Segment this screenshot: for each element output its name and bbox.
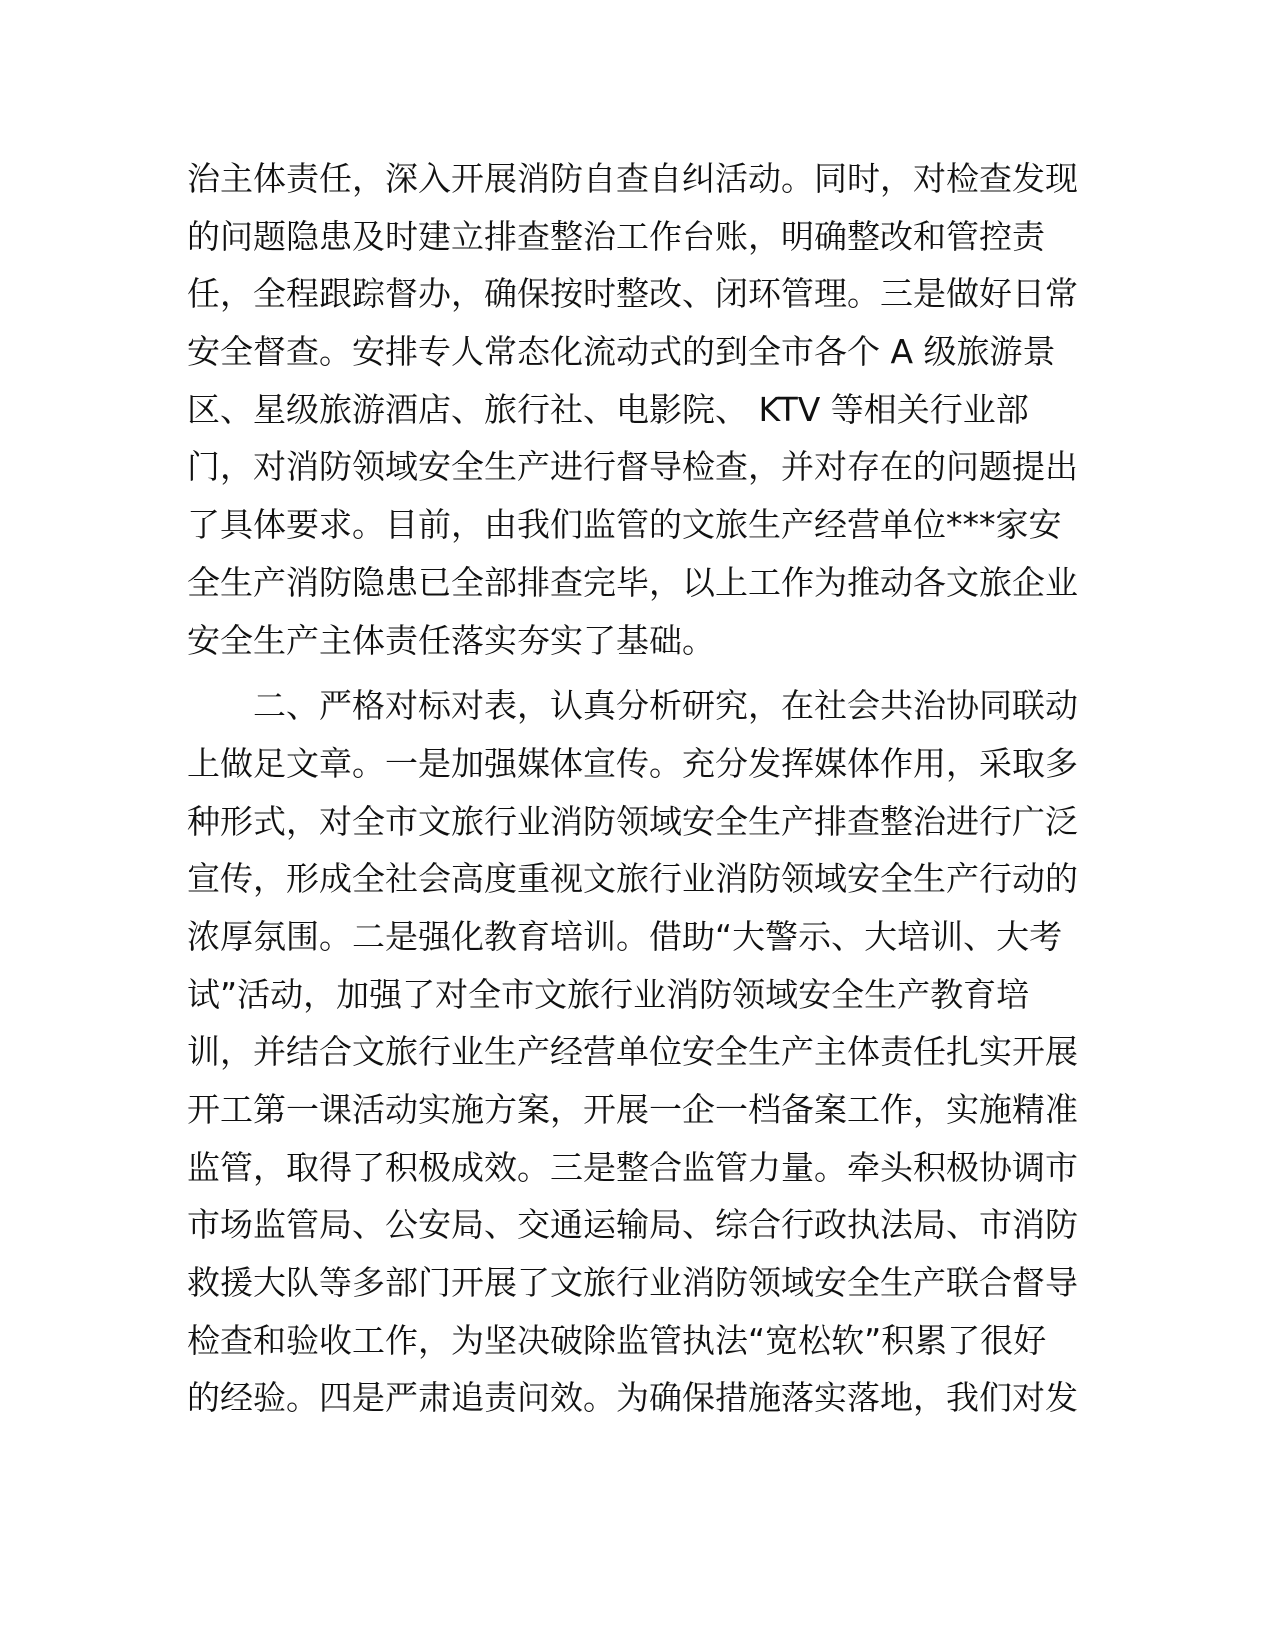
text-line: 安全生产主体责任落实夯实了基础。	[187, 620, 715, 660]
text-line: 全生产消防隐患已全部排查完毕，以上工作为推动各文旅企业	[187, 562, 1078, 602]
text-line: 了具体要求。目前，由我们监管的文旅生产经营单位***家安	[187, 505, 1062, 545]
text-line: 救援大队等多部门开展了文旅行业消防领域安全生产联合督导	[187, 1263, 1078, 1303]
text-line: 任，全程跟踪督办，确保按时整改、闭环管理。三是做好日常	[187, 274, 1078, 314]
text-line: 监管，取得了积极成效。三是整合监管力量。牵头积极协调市	[187, 1147, 1078, 1187]
text-line: 种形式，对全市文旅行业消防领域安全生产排查整治进行广泛	[187, 801, 1078, 841]
paragraph-spacing	[187, 669, 1087, 677]
text-line: 二、严格对标对表，认真分析研究，在社会共治协同联动	[187, 686, 1078, 726]
text-line: 市场监管局、公安局、交通运输局、综合行政执法局、市消防	[187, 1205, 1078, 1245]
text-line: 开工第一课活动实施方案，开展一企一档备案工作，实施精准	[187, 1090, 1078, 1129]
text-line: 检查和验收工作，为坚决破除监管执法“宽松软”积累了很好	[187, 1320, 1047, 1360]
text-line: 浓厚氛围。二是强化教育培训。借助“大警示、大培训、大考	[187, 916, 1063, 956]
text-line: 门，对消防领域安全生产进行督导检查，并对存在的问题提出	[187, 447, 1078, 487]
paragraph-1	[187, 150, 1087, 669]
text-line: 安全督查。安排专人常态化流动式的到全市各个 A 级旅游景	[187, 332, 1056, 372]
text-line: 宣传，形成全社会高度重视文旅行业消防领域安全生产行动的	[187, 859, 1078, 899]
text-line: 训，并结合文旅行业生产经营单位安全生产主体责任扎实开展	[187, 1032, 1078, 1072]
paragraph-2	[187, 677, 1087, 1427]
text-line: 上做足文章。一是加强媒体宣传。充分发挥媒体作用，采取多	[187, 743, 1078, 783]
text-line: 区、星级旅游酒店、旅行社、电影院、 KTV 等相关行业部	[187, 389, 1029, 429]
text-line: 试”活动，加强了对全市文旅行业消防领域安全生产教育培	[187, 974, 1030, 1014]
text-line: 的经验。四是严肃追责问效。为确保措施落实落地，我们对发	[187, 1378, 1078, 1418]
text-line: 治主体责任，深入开展消防自查自纠活动。同时，对检查发现	[187, 159, 1078, 198]
text-line: 的问题隐患及时建立排查整治工作台账，明确整改和管控责	[187, 216, 1045, 256]
document-body	[187, 150, 1087, 1427]
